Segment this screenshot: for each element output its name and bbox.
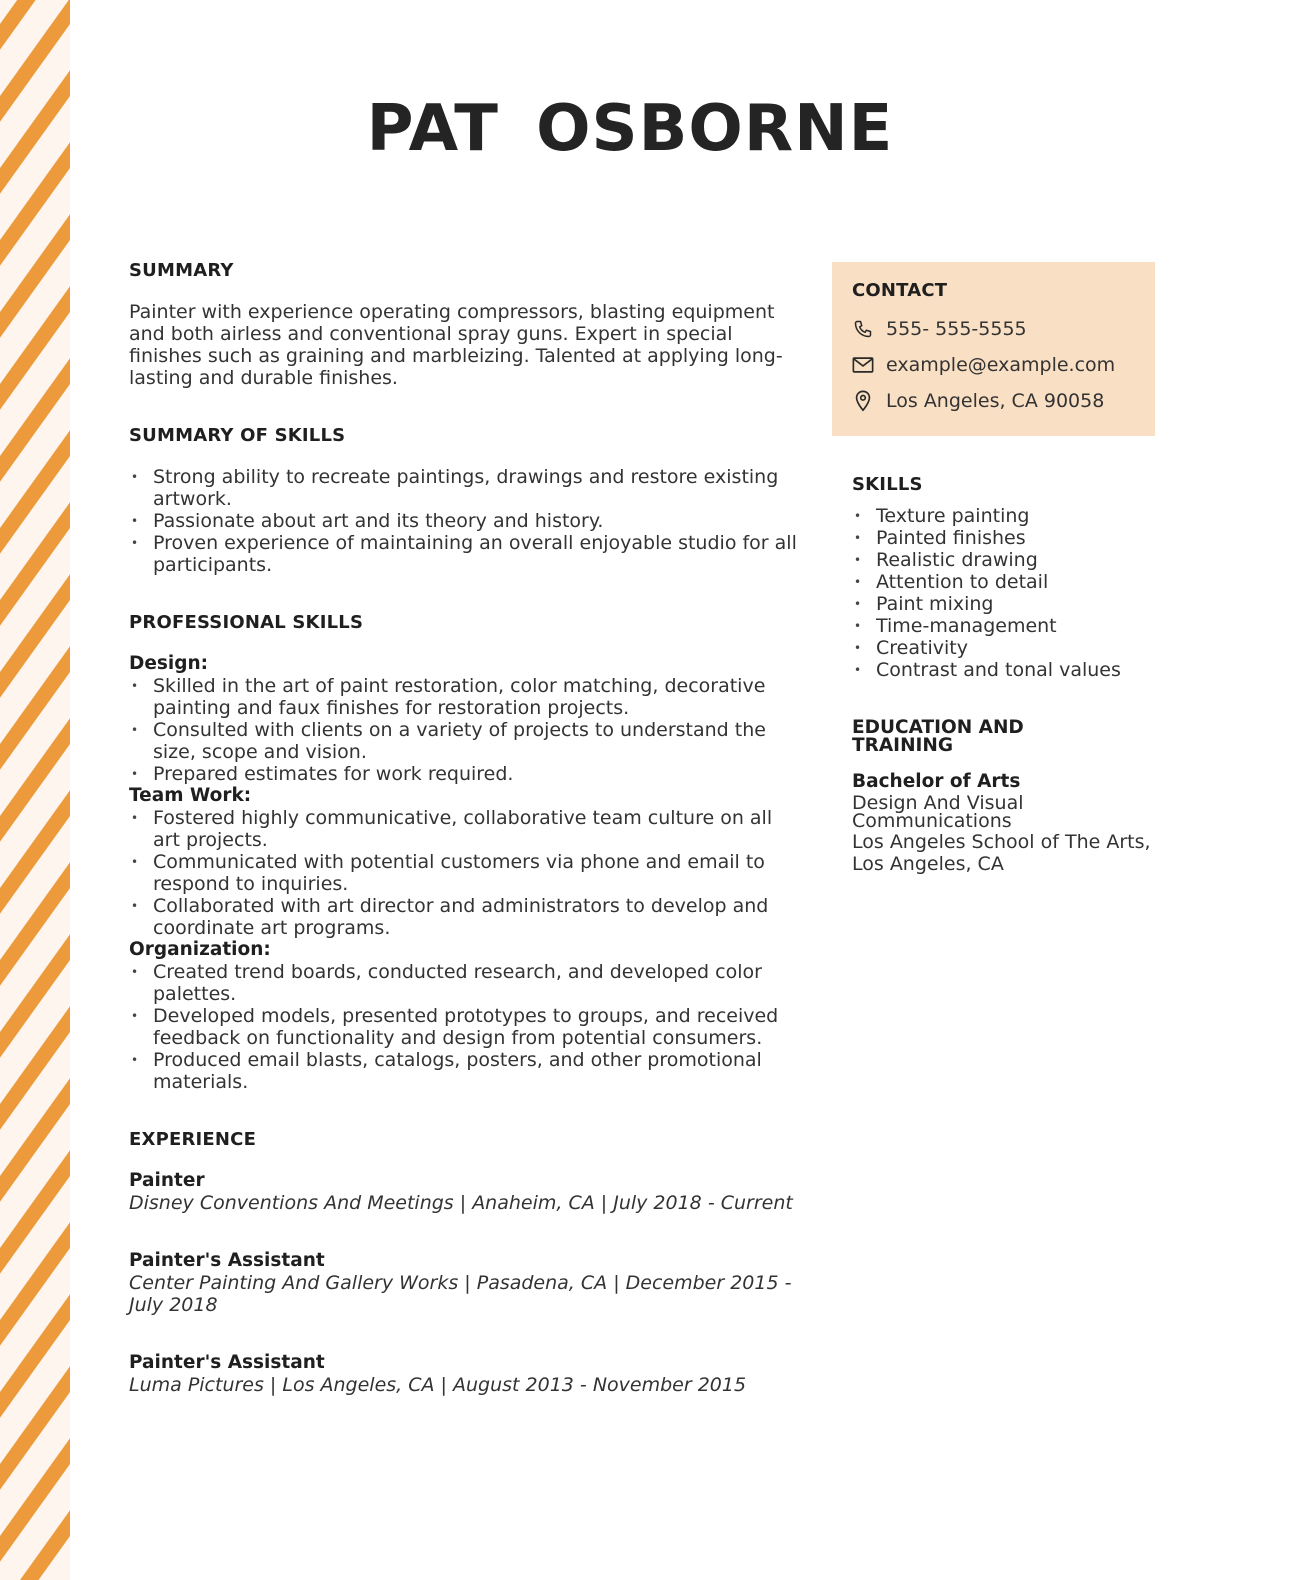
field-of-study: Design And Visual xyxy=(852,792,1024,814)
list-item: • Developed models, presented prototypes to groups, and received feedback on functionality and design from potential consumers. xyxy=(129,1005,799,1049)
list-item: • Prepared estimates for work required. xyxy=(129,763,799,785)
map-pin-icon xyxy=(852,390,874,412)
experience-section xyxy=(129,1129,799,1396)
contact-title: CONTACT xyxy=(852,280,948,301)
education-title-line: TRAINING xyxy=(852,735,954,756)
list-item: • Time-management xyxy=(852,615,1172,637)
professional-skills-section xyxy=(129,612,799,1093)
school-location: Los Angeles, CA xyxy=(852,853,1004,875)
list-item: • Creativity xyxy=(852,637,1172,659)
skills-title: SKILLS xyxy=(852,474,923,495)
phone-icon xyxy=(852,318,874,340)
stripes-graphic xyxy=(0,0,70,1580)
list-item: • Texture painting xyxy=(852,505,1172,527)
summary-text: Painter with experience operating compressors, blasting equipment and both airless and conventional spray guns. Expert in special finishes such as graining and marbleizing. Talented at applying long-lasting and durable finishes. xyxy=(129,301,783,389)
contact-box xyxy=(832,262,1155,436)
summary-section xyxy=(129,260,799,389)
decorative-stripe-bar xyxy=(0,0,70,1580)
email-address: example@example.com xyxy=(886,353,1116,376)
skills-list xyxy=(852,505,1172,681)
list-item: • Consulted with clients on a variety of projects to understand the size, scope and vision. xyxy=(129,719,799,763)
team-work-list xyxy=(129,807,799,939)
school-name: Los Angeles School of The Arts, xyxy=(852,831,1151,853)
organization-heading: Organization: xyxy=(129,939,271,960)
list-item: • Passionate about art and its theory and history. xyxy=(129,510,799,532)
skills-section xyxy=(852,474,1172,681)
job-title: Painter's Assistant xyxy=(129,1352,325,1373)
list-item: • Skilled in the art of paint restoration, color matching, decorative painting and faux finishes for restoration projects. xyxy=(129,675,799,719)
team-work-heading: Team Work: xyxy=(129,785,252,806)
location-text: Los Angeles, CA 90058 xyxy=(886,389,1105,412)
degree: Bachelor of Arts xyxy=(852,771,1021,792)
education-section xyxy=(852,719,1172,874)
contact-location xyxy=(852,389,1135,412)
summary-of-skills-title: SUMMARY OF SKILLS xyxy=(129,425,346,446)
contact-email xyxy=(852,353,1135,376)
job-meta: Luma Pictures | Los Angeles, CA | August 2013 - November 2015 xyxy=(129,1374,747,1396)
field-of-study: Communications xyxy=(852,810,1012,832)
list-item: • Painted finishes xyxy=(852,527,1172,549)
list-item: • Produced email blasts, catalogs, posters, and other promotional materials. xyxy=(129,1049,799,1093)
experience-entry xyxy=(129,1352,799,1396)
education-title xyxy=(852,719,1172,755)
list-item: • Strong ability to recreate paintings, drawings and restore existing artwork. xyxy=(129,466,799,510)
list-item: • Realistic drawing xyxy=(852,549,1172,571)
job-meta: Center Painting And Gallery Works | Pasadena, CA | December 2015 - July 2018 xyxy=(129,1272,792,1316)
summary-of-skills-list xyxy=(129,466,799,576)
education-title-line: EDUCATION AND xyxy=(852,717,1024,738)
experience-title: EXPERIENCE xyxy=(129,1129,257,1150)
list-item: • Proven experience of maintaining an overall enjoyable studio for all participants. xyxy=(129,532,799,576)
list-item: • Communicated with potential customers via phone and email to respond to inquiries. xyxy=(129,851,799,895)
job-title: Painter xyxy=(129,1170,205,1191)
job-meta: Disney Conventions And Meetings | Anaheim, CA | July 2018 - Current xyxy=(129,1192,793,1214)
list-item: • Attention to detail xyxy=(852,571,1172,593)
list-item: • Collaborated with art director and administrators to develop and coordinate art programs. xyxy=(129,895,799,939)
left-column xyxy=(129,260,799,1432)
list-item: • Created trend boards, conducted research, and developed color palettes. xyxy=(129,961,799,1005)
summary-title: SUMMARY xyxy=(129,260,234,281)
professional-skills-title: PROFESSIONAL SKILLS xyxy=(129,612,364,633)
list-item: • Paint mixing xyxy=(852,593,1172,615)
list-item: • Fostered highly communicative, collaborative team culture on all art projects. xyxy=(129,807,799,851)
summary-of-skills-section xyxy=(129,425,799,576)
envelope-icon xyxy=(852,354,874,376)
right-column xyxy=(852,474,1172,874)
experience-entry xyxy=(129,1250,799,1316)
design-list xyxy=(129,675,799,785)
job-title: Painter's Assistant xyxy=(129,1250,325,1271)
organization-list xyxy=(129,961,799,1093)
design-heading: Design: xyxy=(129,653,209,674)
contact-phone xyxy=(852,317,1135,340)
list-item: • Contrast and tonal values xyxy=(852,659,1172,681)
resume-name: PAT OSBORNE xyxy=(366,92,894,166)
experience-entry xyxy=(129,1170,799,1214)
phone-number: 555- 555-5555 xyxy=(886,317,1027,340)
